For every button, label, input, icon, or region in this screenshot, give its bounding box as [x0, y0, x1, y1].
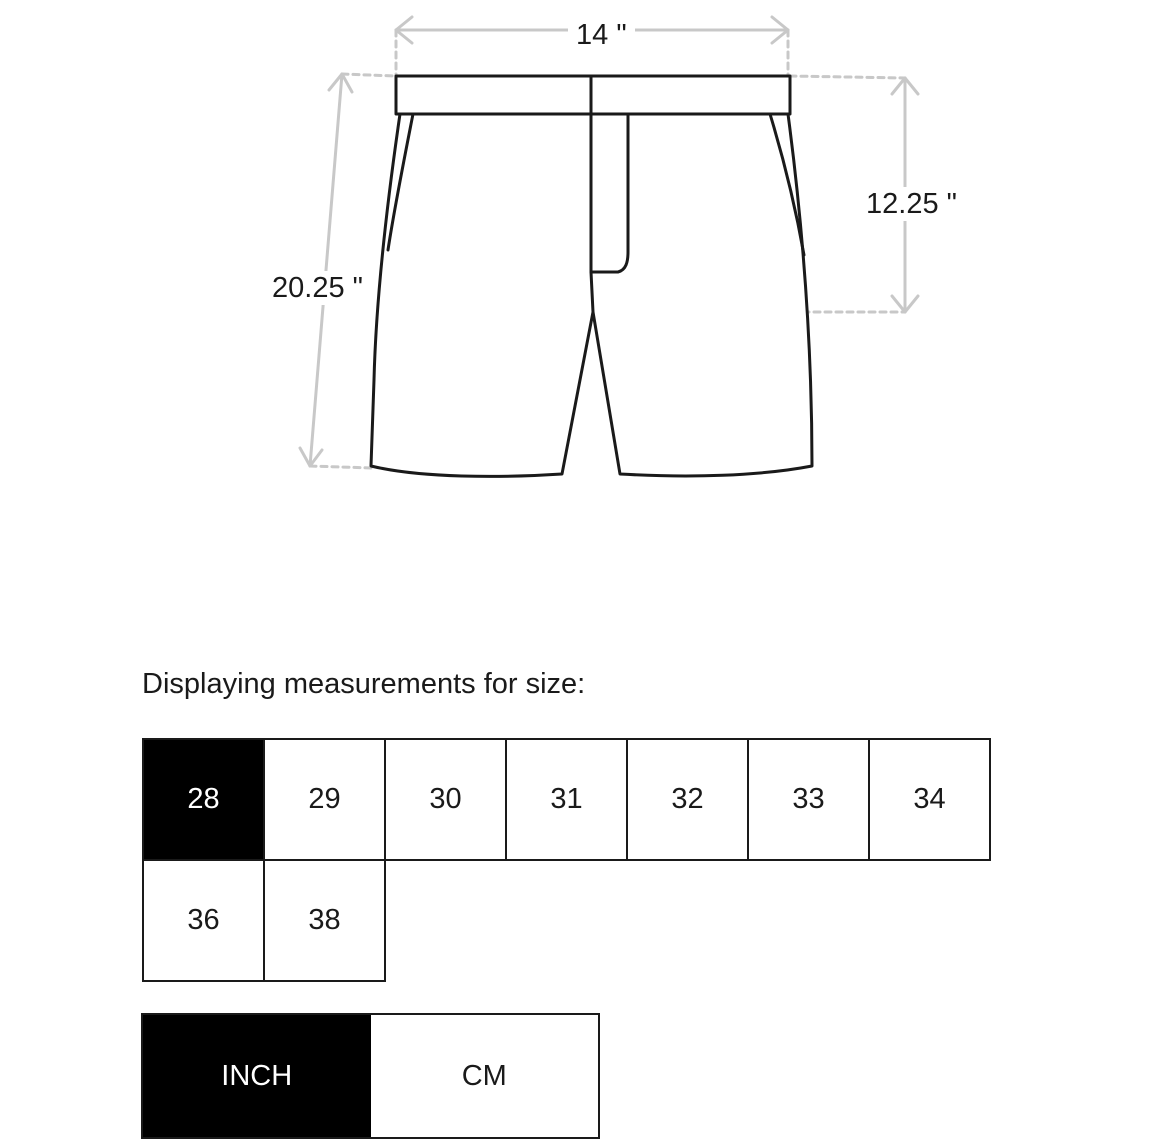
inseam-measurement-label: 12.25 "	[862, 187, 961, 221]
size-row	[142, 738, 1005, 859]
size-selector-prompt: Displaying measurements for size:	[142, 668, 586, 700]
size-option[interactable]: 30	[384, 738, 507, 861]
length-extension-bottom	[310, 466, 372, 468]
size-option[interactable]: 31	[505, 738, 628, 861]
size-row	[142, 859, 1005, 980]
length-measurement-label: 20.25 "	[272, 272, 363, 304]
inseam-extension-top	[790, 76, 905, 78]
unit-inch-button[interactable]: INCH	[143, 1015, 371, 1137]
crotch-seam	[591, 272, 593, 312]
size-option[interactable]: 28	[142, 738, 265, 861]
size-option[interactable]: 36	[142, 859, 265, 982]
size-option[interactable]: 34	[868, 738, 991, 861]
width-measurement-label: 14 "	[568, 18, 635, 52]
size-option[interactable]: 33	[747, 738, 870, 861]
shorts-waistband	[396, 76, 790, 114]
unit-toggle	[141, 1013, 600, 1139]
size-option[interactable]: 32	[626, 738, 749, 861]
length-extension-top	[342, 74, 396, 76]
unit-cm-button[interactable]: CM	[371, 1015, 599, 1137]
size-selector-grid	[142, 738, 1005, 980]
size-option[interactable]: 29	[263, 738, 386, 861]
size-option[interactable]: 38	[263, 859, 386, 982]
length-dimension-line	[310, 74, 342, 466]
